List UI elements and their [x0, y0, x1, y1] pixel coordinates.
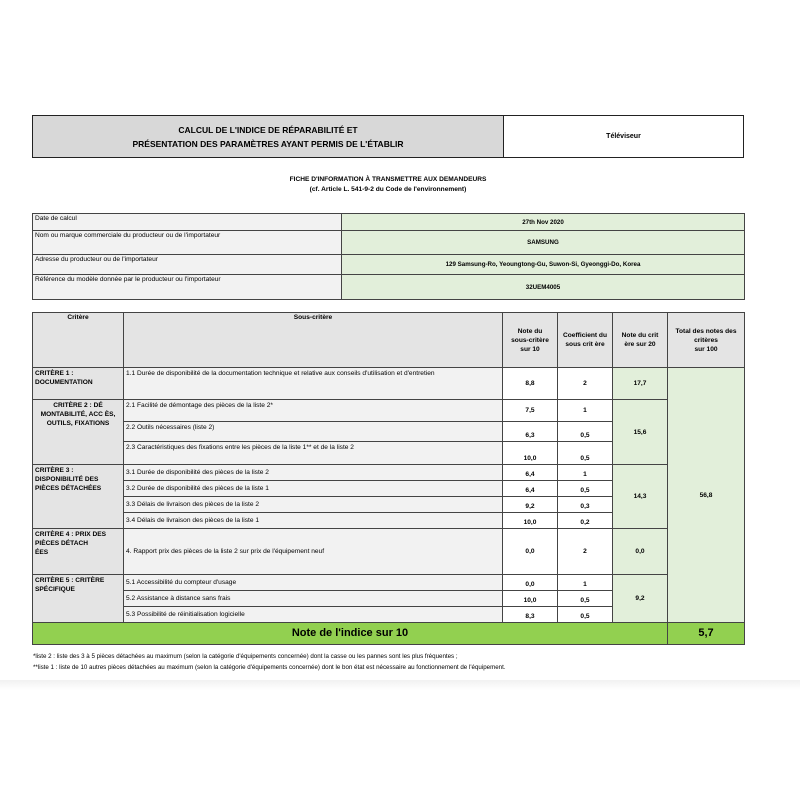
- info-label: Date de calcul: [33, 214, 342, 231]
- criterion-name: [33, 465, 124, 529]
- criterion-name: [33, 400, 124, 465]
- info-value: SAMSUNG: [342, 231, 745, 255]
- header-coefficient: [558, 313, 613, 368]
- footnotes: [33, 651, 753, 673]
- info-table: [32, 213, 745, 300]
- subcriterion-coef: 0,3: [558, 497, 613, 513]
- criterion-name: [33, 368, 124, 400]
- header-total-line: critères: [694, 336, 718, 344]
- final-score-value: 5,7: [668, 623, 745, 645]
- subcriterion-note: 10,0: [503, 513, 558, 529]
- criterion-name-line: PIÈCES DÉTACH: [35, 540, 89, 547]
- product-type: Téléviseur: [606, 133, 641, 140]
- subcriterion-coef: 0,2: [558, 513, 613, 529]
- subcriterion-label: 2.3 Caractéristiques des fixations entre les pièces de la liste 1** et de la liste 2: [124, 442, 503, 465]
- subcriterion-coef: 0,5: [558, 591, 613, 607]
- info-value: 129 Samsung-Ro, Yeoungtong-Gu, Suwon-Si, Gyeonggi-Do, Korea: [342, 255, 745, 275]
- header-note20-line: ère sur 20: [624, 341, 656, 348]
- subcriterion-label: 5.1 Accessibilité du compteur d'usage: [124, 575, 503, 591]
- info-label: Nom ou marque commerciale du producteur ou de l'importateur: [33, 231, 342, 255]
- header-note-sur-10: [503, 313, 558, 368]
- subcriterion-note: 10,0: [503, 442, 558, 465]
- subcriterion-note: 8,8: [503, 368, 558, 400]
- info-value: 27th Nov 2020: [342, 214, 745, 231]
- subcriterion-label: 3.4 Délais de livraison des pièces de la liste 1: [124, 513, 503, 529]
- subcriterion-coef: 0,5: [558, 607, 613, 623]
- header-note-sur-20: [613, 313, 668, 368]
- table-row: [33, 465, 745, 481]
- subcriterion-label: 5.3 Possibilité de réinitialisation logicielle: [124, 607, 503, 623]
- info-row: [33, 275, 745, 300]
- subcriterion-label: 2.1 Facilité de démontage des pièces de la liste 2*: [124, 400, 503, 422]
- table-row: [33, 400, 745, 422]
- criterion-name-line: CRITÈRE 3 :: [35, 467, 74, 474]
- criterion-name-line: SPÉCIFIQUE: [35, 586, 75, 593]
- table-header-row: [33, 313, 745, 368]
- subcriterion-coef: 0,5: [558, 442, 613, 465]
- subcriterion-note: 6,3: [503, 422, 558, 442]
- page-bottom-edge: [0, 680, 800, 690]
- subcriterion-note: 7,5: [503, 400, 558, 422]
- report-title: [33, 116, 504, 157]
- subcriterion-label: 5.2 Assistance à distance sans frais: [124, 591, 503, 607]
- criterion-name-line: OUTILS, FIXATIONS: [46, 420, 110, 427]
- subcriterion-label: 3.1 Durée de disponibilité des pièces de la liste 2: [124, 465, 503, 481]
- subcriterion-note: 0,0: [503, 575, 558, 591]
- info-row: [33, 255, 745, 275]
- report-title-line1: CALCUL DE L'INDICE DE RÉPARABILITÉ ET: [178, 124, 358, 135]
- footnote-liste-1: **liste 1 : liste de 10 autres pièces détachées au maximum (selon la catégorie d'équipements concernée) dont le bon état est nécessaire au fonctionnement de l'équipement.: [33, 664, 506, 671]
- criterion-note-20: 9,2: [613, 575, 668, 623]
- info-row: [33, 231, 745, 255]
- footnote-liste-2: *liste 2 : liste des 3 à 5 pièces détachées au maximum (selon la catégorie d'équipements concernée) dont la casse ou les pannes sont les plus fréquentes ;: [33, 653, 458, 660]
- table-row: [33, 529, 745, 575]
- criterion-name-line: CRITÈRE 2 : DÉ: [53, 402, 103, 409]
- criterion-name-line: MONTABILITÉ, ACC ÈS,: [40, 411, 116, 418]
- criterion-name-line: DISPONIBILITÉ DES: [35, 476, 99, 483]
- info-value: 32UEM4005: [342, 275, 745, 300]
- table-row: [33, 368, 745, 400]
- subcriterion-note: 10,0: [503, 591, 558, 607]
- criterion-note-20: 17,7: [613, 368, 668, 400]
- subcriterion-note: 6,4: [503, 465, 558, 481]
- fiche-line1: FICHE D'INFORMATION À TRANSMETTRE AUX DEMANDEURS: [289, 176, 487, 183]
- subcriterion-coef: 0,5: [558, 422, 613, 442]
- subcriterion-coef: 2: [558, 529, 613, 575]
- header-coef-line: Coefficient du: [563, 332, 607, 339]
- criterion-name-line: CRITÈRE 5 : CRITÈRE: [35, 577, 105, 584]
- header-total-line: sur 100: [694, 345, 718, 353]
- header-note20-line: Note du crit: [621, 332, 659, 339]
- header-total-line: Total des notes des: [675, 327, 737, 335]
- report-header: [32, 115, 744, 158]
- subcriterion-note: 0,0: [503, 529, 558, 575]
- info-label: Adresse du producteur ou de l'importateur: [33, 255, 342, 275]
- subcriterion-coef: 1: [558, 465, 613, 481]
- criterion-name-line: CRITÈRE 1 :: [35, 370, 74, 377]
- criterion-name-line: DOCUMENTATION: [35, 379, 93, 386]
- total-note-100: 56,8: [668, 368, 745, 623]
- info-label: Référence du modèle donnée par le producteur ou l'importateur: [33, 275, 342, 300]
- info-row: [33, 214, 745, 231]
- subcriterion-note: 6,4: [503, 481, 558, 497]
- header-note10-line: sous-critère: [511, 336, 549, 344]
- subcriterion-coef: 0,5: [558, 481, 613, 497]
- subcriterion-label: 3.2 Durée de disponibilité des pièces de la liste 1: [124, 481, 503, 497]
- subcriterion-coef: 1: [558, 575, 613, 591]
- subcriterion-label: 4. Rapport prix des pièces de la liste 2 sur prix de l'équipement neuf: [124, 529, 503, 575]
- subcriterion-note: 9,2: [503, 497, 558, 513]
- final-score-row: [33, 623, 745, 645]
- criteria-table: [32, 312, 745, 645]
- report-title-line2: PRÉSENTATION DES PARAMÈTRES AYANT PERMIS DE L'ÉTABLIR: [132, 138, 404, 149]
- criterion-name-line: ÉES: [35, 549, 49, 556]
- criterion-name: [33, 529, 124, 575]
- criterion-note-20: 14,3: [613, 465, 668, 529]
- criterion-note-20: 0,0: [613, 529, 668, 575]
- header-sous-critere: Sous-critère: [124, 313, 503, 368]
- header-note10-line: Note du: [517, 327, 543, 335]
- criterion-note-20: 15,6: [613, 400, 668, 465]
- fiche-line2: (cf. Article L. 541-9-2 du Code de l'environnement): [309, 186, 467, 193]
- subcriterion-note: 8,3: [503, 607, 558, 623]
- header-coef-line: sous crit ère: [565, 341, 605, 348]
- subcriterion-coef: 2: [558, 368, 613, 400]
- criterion-name-line: CRITÈRE 4 : PRIX DES: [35, 531, 107, 538]
- final-score-label: Note de l'indice sur 10: [33, 623, 668, 645]
- criterion-name-line: PIÈCES DÉTACHÉES: [35, 485, 102, 492]
- subcriterion-coef: 1: [558, 400, 613, 422]
- header-critere: Critère: [33, 313, 124, 368]
- subcriterion-label: 2.2 Outils nécessaires (liste 2): [124, 422, 503, 442]
- criterion-name: [33, 575, 124, 623]
- subcriterion-label: 1.1 Durée de disponibilité de la documentation technique et relative aux conseils d'utilisation et d'entretien: [124, 368, 503, 400]
- header-note10-line: sur 10: [520, 345, 540, 353]
- table-row: [33, 575, 745, 591]
- fiche-caption: [32, 175, 744, 195]
- subcriterion-label: 3.3 Délais de livraison des pièces de la liste 2: [124, 497, 503, 513]
- header-total: [668, 313, 745, 368]
